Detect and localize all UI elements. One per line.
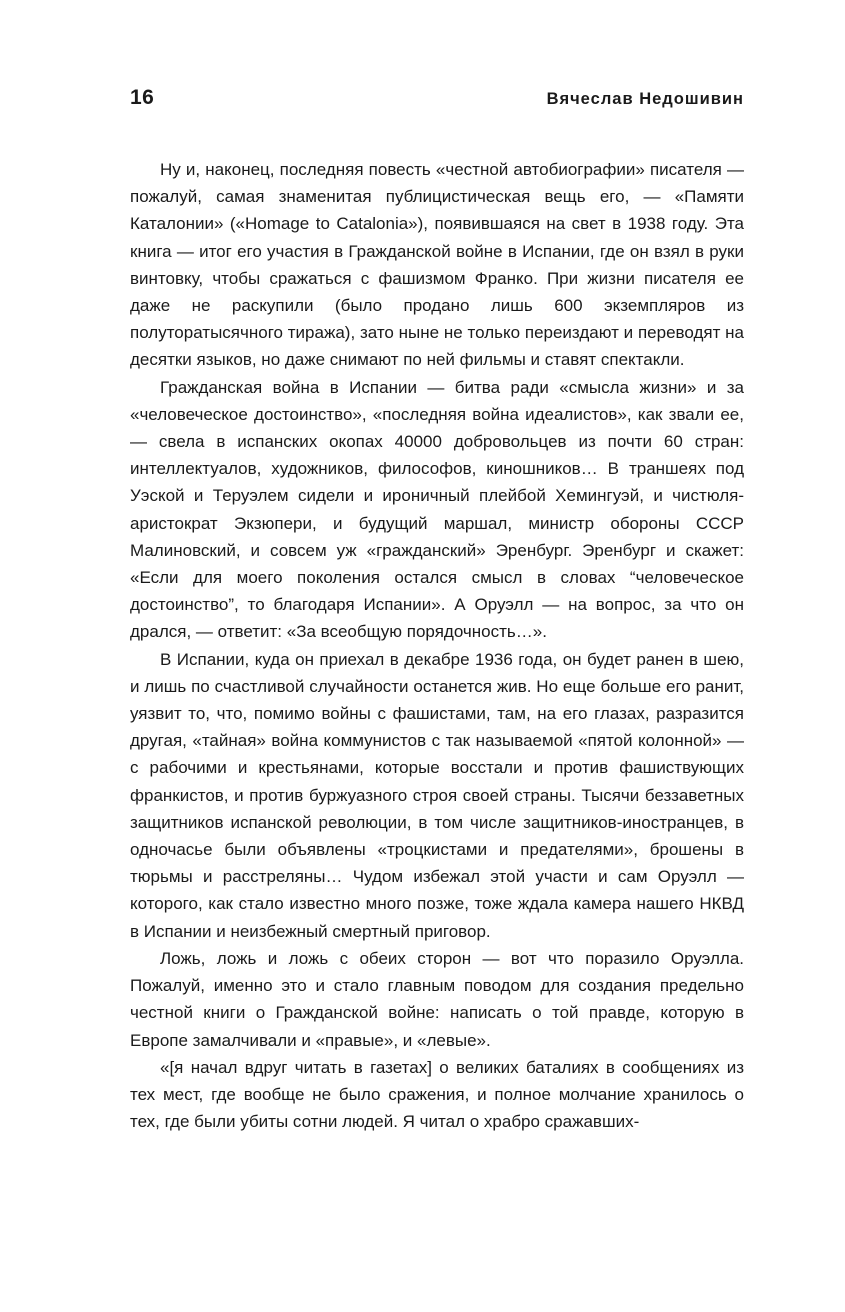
paragraph: В Испании, куда он приехал в декабре 1936 года, он будет ранен в шею, и лишь по счастливой случайности останется жив. Но еще больше его ранит, уязвит то, что, помимо войны с фашистами, там, на его глазах, разразится другая, «тайная» война коммунистов с так называемой «пятой колонной» — с рабочими и крестьянами, которые восстали и против фашиствующих франкистов, и против буржуазного строя своей страны. Тысячи беззаветных защитников испанской революции, в том числе защитников-иностранцев, в одночасье были объявлены «троцкистами и предателями», брошены в тюрьмы и расстреляны… Чудом избежал этой участи и сам Оруэлл — которого, как стало известно много позже, тоже ждала камера нашего НКВД в Испании и неизбежный смертный приговор. — [130, 649, 744, 941]
paragraph: Гражданская война в Испании — битва ради «смысла жизни» и за «человеческое достоинство», «последняя война идеалистов», как звали ее, — свела в испанских окопах 40000 добровольцев из почти 60 стран: интеллектуалов, художников, философов, киношников… В траншеях под Уэской и Теруэлем сидели и ироничный плейбой Хемингуэй, и чистюля-аристократ Экзюпери, и будущий маршал, министр обороны СССР Малиновский, и совсем уж «гражданский» Эренбург. Эренбург и скажет: «Если для моего поколения остался смысл в словах “человеческое достоинство”, то благодаря Испании». А Оруэлл — на вопрос, за что он дрался, — ответит: «За всеобщую порядочность…». — [130, 377, 744, 642]
running-head — [130, 86, 744, 116]
paragraph: Ложь, ложь и ложь с обеих сторон — вот что поразило Оруэлла. Пожалуй, именно это и стало главным поводом для создания предельно честной книги о Гражданской войне: написать о той правде, которую в Европе замалчивали и «правые», и «левые». — [130, 948, 744, 1050]
running-head-author: Вячеслав Недошивин — [546, 90, 744, 108]
paragraph: Ну и, наконец, последняя повесть «честной автобиографии» писателя — пожалуй, самая знаменитая публицистическая вещь его, — «Памяти Каталонии» («Homage to Catalonia»), появившаяся на свет в 1938 году. Эта книга — итог его участия в Гражданской войне в Испании, где он взял в руки винтовку, чтобы сражаться с фашизмом Франко. При жизни писателя ее даже не раскупили (было продано лишь 600 экземпляров из полуторатысячного тиража), зато ныне не только переиздают и переводят на десятки языков, но даже снимают по ней фильмы и ставят спектакли. — [130, 160, 744, 370]
paragraph: «[я начал вдруг читать в газетах] о великих баталиях в сообщениях из тех мест, где вообще не было сражения, и полное молчание хранилось о тех, где были убиты сотни людей. Я читал о храбро сражавших- — [130, 1057, 744, 1132]
book-page — [130, 86, 744, 1135]
page-number: 16 — [130, 86, 155, 109]
body-text — [130, 156, 744, 1135]
